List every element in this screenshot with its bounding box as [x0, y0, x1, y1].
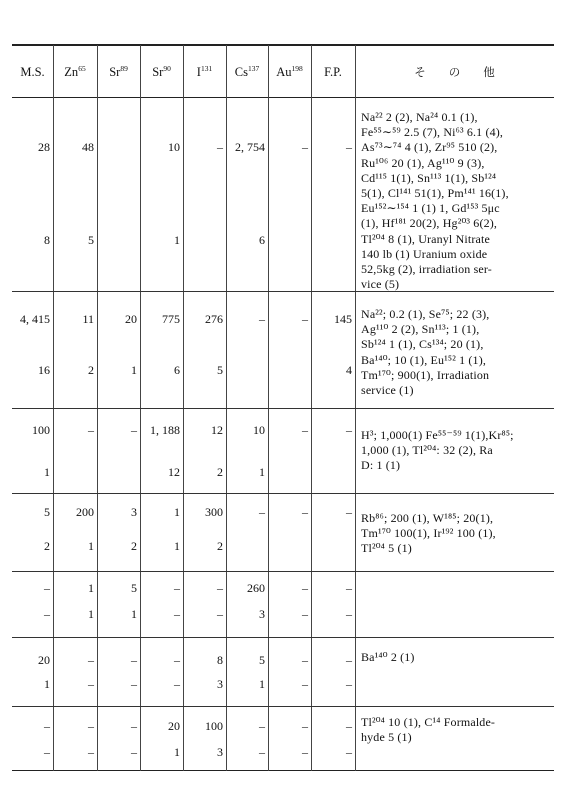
cell-ms: 28 — [38, 140, 50, 154]
cell-zn65: 1 — [88, 581, 94, 595]
cell-ms: 5 — [44, 505, 50, 519]
header-zn65-mass: 65 — [78, 63, 86, 73]
cell-au198: – — [302, 581, 308, 595]
header-sr89-mass: 89 — [120, 63, 128, 73]
row-separator — [12, 706, 554, 707]
cell-cs137: – — [259, 505, 265, 519]
top-rule — [12, 44, 554, 46]
cell-fp: – — [346, 140, 352, 154]
cell-sr90: – — [174, 653, 180, 667]
cell-sr90: 1 — [174, 233, 180, 247]
cell-sr89: – — [131, 653, 137, 667]
header-other: そ の 他 — [414, 65, 495, 79]
cell-other-remarks: Na²²; 0.2 (1), Se⁷⁵; 22 (3), Ag¹¹⁰ 2 (2), Sn¹¹³; 1 (1), Sb¹²⁴ 1 (1), Cs¹³⁴; 20 (1), Ba¹⁴⁰; 10 (1), Eu¹⁵² 1 (1), Tm¹⁷⁰; 900(1), Irradiation service (1) — [361, 307, 490, 398]
bottom-rule — [12, 770, 554, 771]
row-separator — [12, 408, 554, 409]
cell-sr89: 3 — [131, 505, 137, 519]
cell-zn65: – — [88, 653, 94, 667]
cell-ms: 4, 415 — [20, 312, 50, 326]
cell-ms: – — [44, 607, 50, 621]
header-i131-symbol: I — [196, 65, 201, 79]
header-ms: M.S. — [20, 65, 45, 79]
cell-zn65: – — [88, 423, 94, 437]
cell-other-remarks: H³; 1,000(1) Fe⁵⁵⁻⁵⁹ 1(1),Kr⁸⁵; 1,000 (1), Tl²⁰⁴: 32 (2), Ra D: 1 (1) — [361, 428, 514, 473]
cell-fp: – — [346, 745, 352, 759]
cell-zn65: 200 — [76, 505, 94, 519]
header-cs137 — [226, 64, 268, 80]
cell-sr90: 1, 188 — [150, 423, 180, 437]
cell-ms: 20 — [38, 653, 50, 667]
cell-i131: 276 — [205, 312, 223, 326]
cell-zn65: – — [88, 745, 94, 759]
cell-i131: 300 — [205, 505, 223, 519]
row-separator — [12, 571, 554, 572]
cell-fp: 145 — [334, 312, 352, 326]
cell-au198: – — [302, 607, 308, 621]
header-au198 — [268, 64, 311, 80]
cell-au198: – — [302, 719, 308, 733]
cell-sr90: 775 — [162, 312, 180, 326]
header-i131 — [183, 64, 226, 80]
cell-cs137: 10 — [253, 423, 265, 437]
cell-au198: – — [302, 677, 308, 691]
cell-cs137: 1 — [259, 465, 265, 479]
cell-fp: 4 — [346, 363, 352, 377]
cell-ms: 1 — [44, 677, 50, 691]
cell-ms: 16 — [38, 363, 50, 377]
cell-zn65: – — [88, 719, 94, 733]
header-zn65-symbol: Zn — [64, 65, 79, 79]
cell-au198: – — [302, 312, 308, 326]
cell-cs137: – — [259, 745, 265, 759]
cell-other-remarks: Rb⁸⁶; 200 (1), W¹⁸⁵; 20(1), Tm¹⁷⁰ 100(1), Ir¹⁹² 100 (1), Tl²⁰⁴ 5 (1) — [361, 511, 496, 556]
cell-cs137: 5 — [259, 653, 265, 667]
cell-cs137: 260 — [247, 581, 265, 595]
cell-cs137: – — [259, 312, 265, 326]
cell-other-remarks: Tl²⁰⁴ 10 (1), C¹⁴ Formalde- hyde 5 (1) — [361, 715, 496, 745]
cell-fp: – — [346, 423, 352, 437]
cell-cs137: 3 — [259, 607, 265, 621]
cell-ms: 8 — [44, 233, 50, 247]
cell-sr89: 20 — [125, 312, 137, 326]
cell-sr89: 5 — [131, 581, 137, 595]
cell-cs137: 6 — [259, 233, 265, 247]
cell-sr90: 20 — [168, 719, 180, 733]
cell-zn65: 2 — [88, 363, 94, 377]
cell-zn65: 1 — [88, 607, 94, 621]
cell-sr89: – — [131, 677, 137, 691]
header-i131-mass: 131 — [200, 63, 213, 73]
cell-ms: – — [44, 745, 50, 759]
cell-i131: 3 — [217, 677, 223, 691]
header-cs137-mass: 137 — [247, 63, 260, 73]
header-sr89-symbol: Sr — [109, 65, 121, 79]
cell-sr90: – — [174, 607, 180, 621]
cell-fp: – — [346, 653, 352, 667]
header-zn65 — [53, 64, 97, 80]
cell-i131: 100 — [205, 719, 223, 733]
cell-cs137: – — [259, 719, 265, 733]
header-rule — [12, 97, 554, 98]
cell-i131: – — [217, 140, 223, 154]
cell-sr89: – — [131, 745, 137, 759]
cell-sr90: 1 — [174, 505, 180, 519]
header-au198-symbol: Au — [276, 65, 292, 79]
cell-fp: – — [346, 719, 352, 733]
cell-sr89: 1 — [131, 607, 137, 621]
header-fp: F.P. — [324, 65, 342, 79]
cell-sr90: 12 — [168, 465, 180, 479]
cell-sr90: 1 — [174, 539, 180, 553]
cell-cs137: 2, 754 — [235, 140, 265, 154]
cell-sr89: 2 — [131, 539, 137, 553]
cell-sr89: 1 — [131, 363, 137, 377]
header-au198-mass: 198 — [291, 63, 303, 73]
cell-au198: – — [302, 423, 308, 437]
cell-ms: – — [44, 719, 50, 733]
cell-zn65: 48 — [82, 140, 94, 154]
header-sr90 — [140, 64, 183, 80]
cell-sr90: 6 — [174, 363, 180, 377]
cell-sr89: – — [131, 719, 137, 733]
cell-ms: 1 — [44, 465, 50, 479]
cell-i131: 2 — [217, 539, 223, 553]
cell-sr90: 1 — [174, 745, 180, 759]
row-separator — [12, 291, 554, 292]
cell-sr89: – — [131, 423, 137, 437]
cell-cs137: 1 — [259, 677, 265, 691]
cell-other-remarks: Ba¹⁴⁰ 2 (1) — [361, 650, 415, 664]
cell-i131: 2 — [217, 465, 223, 479]
cell-fp: – — [346, 505, 352, 519]
header-sr90-symbol: Sr — [152, 65, 164, 79]
cell-zn65: 11 — [82, 312, 94, 326]
cell-fp: – — [346, 581, 352, 595]
cell-sr90: 10 — [168, 140, 180, 154]
cell-ms: 100 — [32, 423, 50, 437]
cell-zn65: 1 — [88, 539, 94, 553]
cell-ms: 2 — [44, 539, 50, 553]
cell-au198: – — [302, 653, 308, 667]
header-sr90-mass: 90 — [163, 63, 171, 73]
cell-i131: – — [217, 581, 223, 595]
cell-i131: 8 — [217, 653, 223, 667]
cell-i131: 12 — [211, 423, 223, 437]
row-separator — [12, 637, 554, 638]
row-separator — [12, 493, 554, 494]
cell-i131: – — [217, 607, 223, 621]
cell-sr90: – — [174, 677, 180, 691]
cell-zn65: 5 — [88, 233, 94, 247]
cell-i131: 3 — [217, 745, 223, 759]
cell-i131: 5 — [217, 363, 223, 377]
cell-ms: – — [44, 581, 50, 595]
cell-au198: – — [302, 745, 308, 759]
header-sr89 — [97, 64, 140, 80]
cell-au198: – — [302, 505, 308, 519]
cell-sr90: – — [174, 581, 180, 595]
cell-fp: – — [346, 607, 352, 621]
cell-fp: – — [346, 677, 352, 691]
cell-zn65: – — [88, 677, 94, 691]
cell-au198: – — [302, 140, 308, 154]
header-cs137-symbol: Cs — [234, 65, 248, 79]
cell-other-remarks: Na²² 2 (2), Na²⁴ 0.1 (1), Fe⁵⁵∼⁵⁹ 2.5 (7), Ni⁶³ 6.1 (4), As⁷³∼⁷⁴ 4 (1), Zr⁹⁵ 510 (2), Ru¹⁰⁶ 20 (1), Ag¹¹⁰ 9 (3), Cd¹¹⁵ 1(1), Sn¹¹³ 1(1), Sb¹²⁴ 5(1), Cl¹⁴¹ 51(1), Pm¹⁴¹ 16(1), Eu¹⁵²∼¹⁵⁴ 1 (1) 1, Gd¹⁵³ 5μc (1), Hf¹⁸¹ 20(2), Hg²⁰³ 6(2), Tl²⁰⁴ 8 (1), Uranyl Nitrate 140 lb (1) Uranium oxide 52,5kg (2), irradiation ser- vice (5) — [361, 110, 509, 292]
